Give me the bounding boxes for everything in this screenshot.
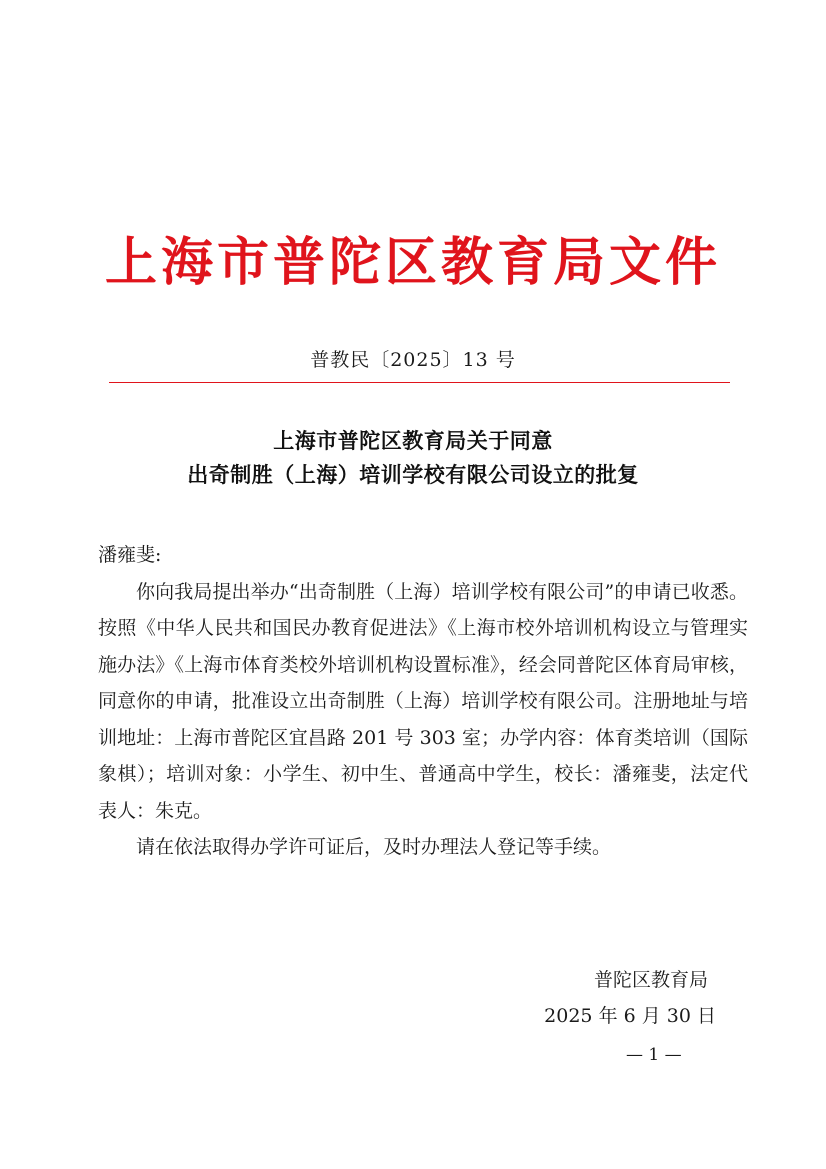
document-title [0, 424, 826, 492]
document-header-title: 上海市普陀区教育局文件 [104, 232, 721, 293]
signature-block [544, 962, 716, 1034]
salutation: 潘雍斐: [98, 544, 162, 566]
signature-date: 2025 年 6 月 30 日 [544, 1005, 716, 1027]
page-number: — 1 — [626, 1045, 682, 1065]
document-title-line-2: 出奇制胜（上海）培训学校有限公司设立的批复 [187, 462, 639, 487]
document-body [98, 537, 748, 866]
signature-org: 普陀区教育局 [593, 969, 708, 991]
document-number: 普教民〔2025〕13 号 [310, 349, 516, 371]
document-title-line-1: 上海市普陀区教育局关于同意 [273, 428, 553, 453]
header-divider [109, 382, 730, 383]
body-paragraph-1: 你向我局提出举办“出奇制胜（上海）培训学校有限公司”的申请已收悉。按照《中华人民共和国民办教育促进法》《上海市校外培训机构设立与管理实施办法》《上海市体育类校外培训机构设置标准》，经会同普陀区体育局审核，同意你的申请，批准设立出奇制胜（上海）培训学校有限公司。注册地址与培训地址：上海市普陀区宜昌路 201 号 303 室；办学内容：体育类培训（国际象棋）；培训对象：小学生、初中生、普通高中学生，校长：潘雍斐，法定代表人：朱克。 [98, 580, 748, 822]
body-paragraph-2: 请在依法取得办学许可证后，及时办理法人登记等手续。 [136, 836, 612, 858]
